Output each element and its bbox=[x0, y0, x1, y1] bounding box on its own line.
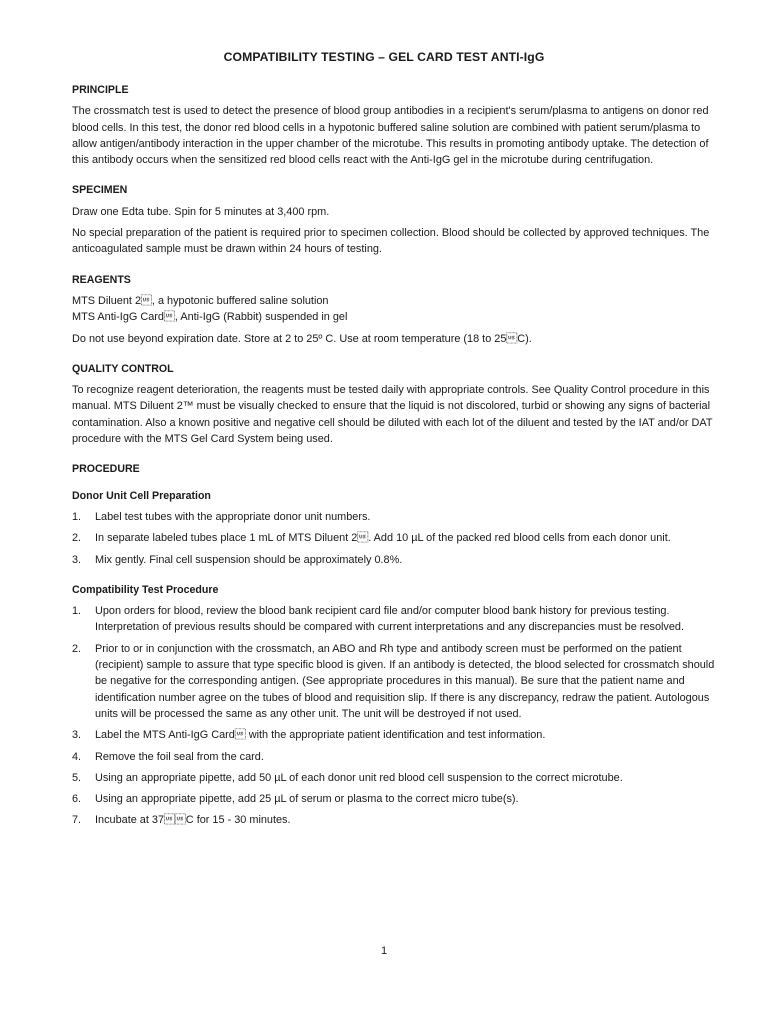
reagent-line-card: MTS Anti-IgG Card , Anti-IgG (Rabbit) suspended in gel bbox=[72, 311, 348, 324]
document-body bbox=[72, 82, 726, 843]
specimen-paragraph-2: No special preparation of the patient is required prior to specimen collection. Blood should be collected by approved techniques. The anticoagulated sample must be drawn within 24 hours of testing. bbox=[72, 227, 710, 256]
list-item: 4. Remove the foil seal from the card. bbox=[72, 750, 264, 763]
specimen-paragraph-1: Draw one Edta tube. Spin for 5 minutes at 3,400 rpm. bbox=[72, 205, 330, 218]
quality-control-section bbox=[72, 361, 726, 447]
page-number: 1 bbox=[380, 945, 388, 957]
donor-prep-heading: Donor Unit Cell Preparation bbox=[72, 489, 211, 502]
list-item: 1. Upon orders for blood, review the blood bank recipient card file and/or computer blood bank history for previous testing. Interpretation of previous results should be compared with current interpretations and any discrepancies must be resolved. bbox=[72, 605, 685, 634]
list-item: 7. Incubate at 37 C for 15 - 30 minutes. bbox=[72, 814, 291, 827]
quality-control-text: To recognize reagent deterioration, the reagents must be tested daily with appropriate controls. See Quality Control procedure in this manual. MTS Diluent 2™ must be visually checked to ensure that the liquid is not discolored, turbid or showing any signs of bacterial contamination. Also a known positive and negative cell should be diluted with each lot of the diluent and tested by the IAT and/or DAT procedure with the MTS Gel Card System being used. bbox=[72, 384, 713, 446]
specimen-section bbox=[72, 182, 726, 257]
procedure-heading: PROCEDURE bbox=[72, 463, 140, 476]
list-item: 3. Mix gently. Final cell suspension should be approximately 0.8%. bbox=[72, 553, 403, 566]
list-item: 2. In separate labeled tubes place 1 mL of MTS Diluent 2 . Add 10 µL of the packed red blood cells from each donor unit. bbox=[72, 532, 671, 545]
donor-prep-steps bbox=[72, 509, 726, 568]
list-item: 6. Using an appropriate pipette, add 25 µL of serum or plasma to the correct micro tube(s). bbox=[72, 793, 519, 806]
reagents-section bbox=[72, 272, 726, 347]
principle-heading: PRINCIPLE bbox=[72, 84, 129, 96]
reagents-heading: REAGENTS bbox=[72, 273, 131, 286]
principle-section bbox=[72, 82, 726, 168]
list-item: 5. Using an appropriate pipette, add 50 µL of each donor unit red blood cell suspension to the correct microtube. bbox=[72, 771, 623, 784]
reagent-line-diluent: MTS Diluent 2 , a hypotonic buffered saline solution bbox=[72, 294, 329, 307]
principle-text: The crossmatch test is used to detect the presence of blood group antibodies in a recipient's serum/plasma to antigens on donor red blood cells. In this test, the donor red blood cells in a hypotonic buffered saline solution are combined with patient serum/plasma to allow antigen/antibody interaction in the upper chamber of the microtube. This results in promoting antibody uptake. The detection of this antibody occurs when the sensitized red blood cells react with the Anti-IgG gel in the microtube during centrifugation. bbox=[72, 105, 709, 167]
specimen-heading: SPECIMEN bbox=[72, 184, 128, 197]
list-item: 2. Prior to or in conjunction with the crossmatch, an ABO and Rh type and antibody screen must be performed on the patient (recipient) sample to assure that type specific blood is given. If an antibody is detected, the blood selected for crossmatch should be negative for the corresponding antigen. (See appropriate procedures in this manual). Be sure that the patient name and identification number agree on the tubes of blood and requisition slip. If there is any discrepancy, redraw the patient. Autologous units will be processed the same as any other unit. The unit will be destroyed if not used. bbox=[72, 642, 715, 720]
compat-test-heading: Compatibility Test Procedure bbox=[72, 583, 219, 596]
list-item: 3. Label the MTS Anti-IgG Card with the appropriate patient identification and test information. bbox=[72, 729, 546, 742]
quality-control-heading: QUALITY CONTROL bbox=[72, 362, 174, 375]
list-item: 1. Label test tubes with the appropriate donor unit numbers. bbox=[72, 510, 371, 523]
reagents-storage: Do not use beyond expiration date. Store at 2 to 25º C. Use at room temperature (18 to 25 C). bbox=[72, 332, 532, 345]
compat-test-steps bbox=[72, 603, 726, 829]
document-title: COMPATIBILITY TESTING – GEL CARD TEST ANTI-IgG bbox=[223, 50, 545, 64]
procedure-section bbox=[72, 461, 726, 477]
